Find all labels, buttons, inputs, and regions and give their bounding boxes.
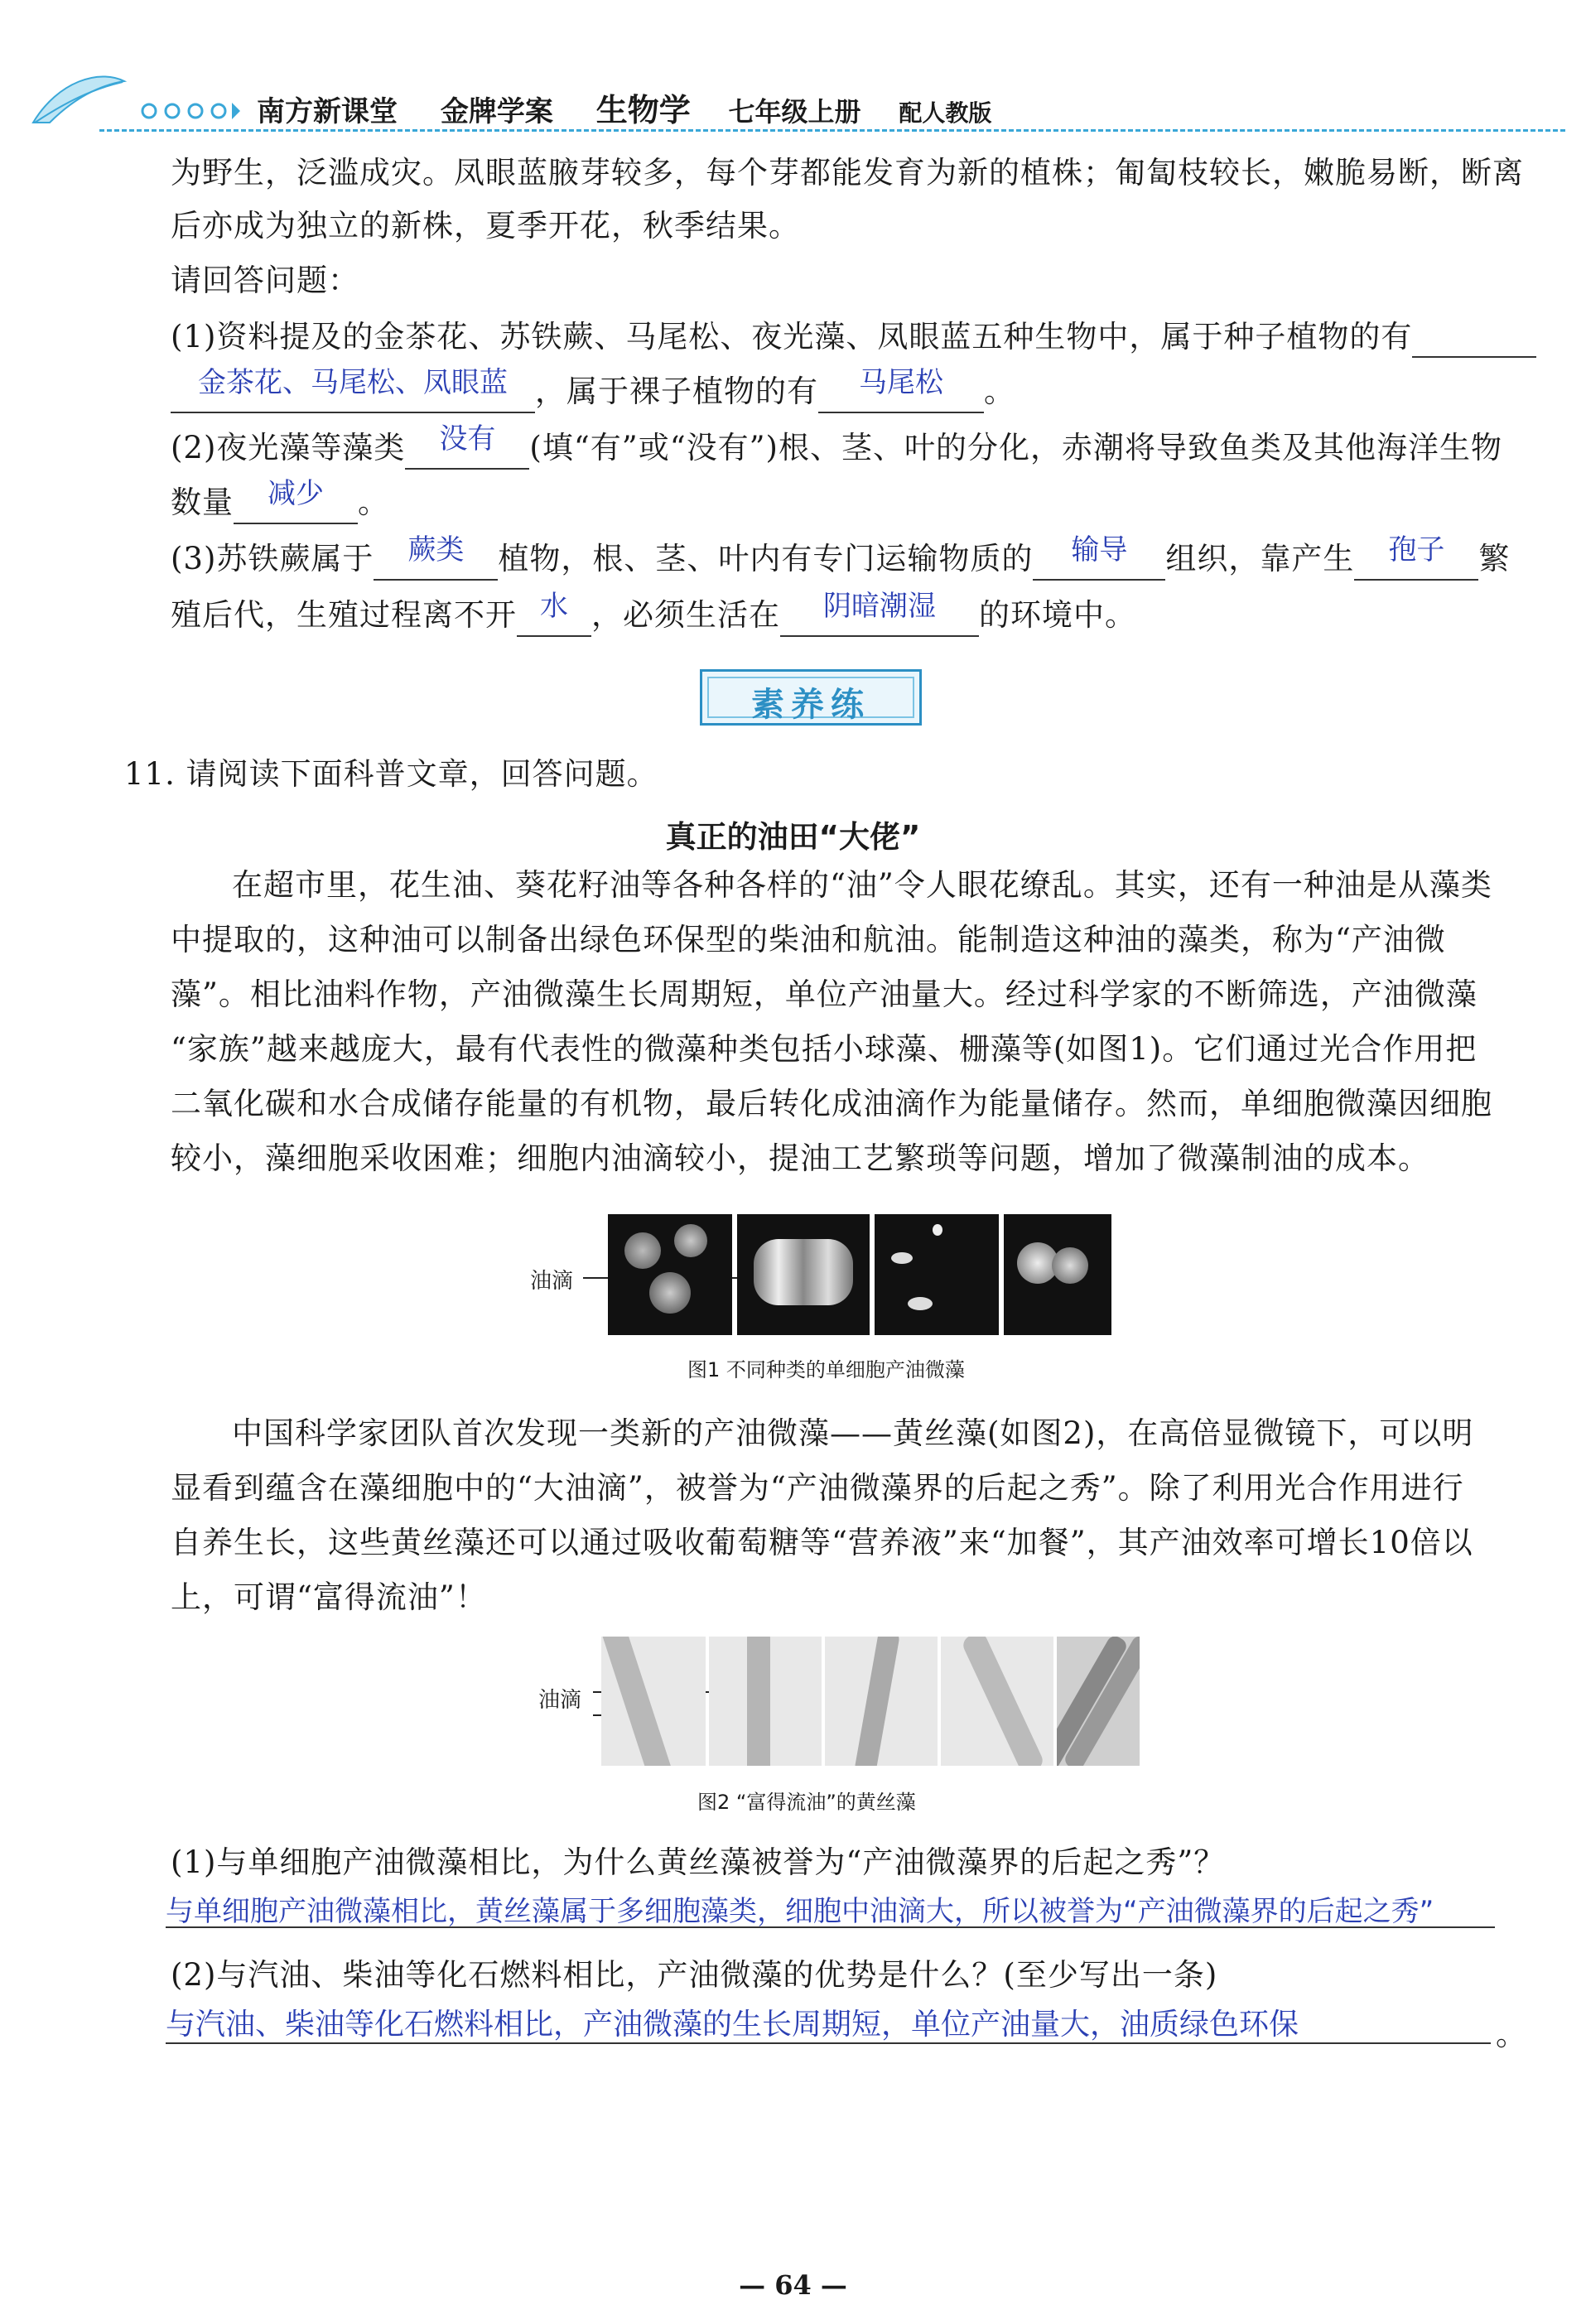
header-subject: 生物学: [595, 92, 691, 128]
question-1-cont: [171, 366, 1015, 413]
header-grade: 七年级上册: [728, 96, 861, 128]
paragraph-line: 显看到蕴含在藻细胞中的“大油滴”，被誉为“产油微藻界的后起之秀”。除了利用光合作用进行: [171, 1470, 1464, 1506]
answer-blank[interactable]: [374, 533, 498, 581]
micrograph-panel: [1057, 1637, 1140, 1766]
paragraph-line: “家族”越来越庞大，最有代表性的微藻种类包括小球藻、栅藻等(如图1)。它们通过光合作用把: [171, 1031, 1478, 1067]
figure-1: [530, 1214, 1135, 1388]
figure-2: [530, 1637, 1143, 1824]
question-text: ，必须生活在: [591, 597, 780, 633]
figure-caption: 图2 “富得流油”的黄丝藻: [697, 1791, 916, 1814]
header-rule: [99, 129, 1565, 132]
micrograph-panel: [737, 1214, 870, 1335]
paragraph-line: 藻”。相比油料作物，产油微藻生长周期短，单位产油量大。经过科学家的不断筛选，产油微藻: [171, 976, 1478, 1012]
answer-blank[interactable]: [171, 366, 535, 413]
answer-text: 金茶花、马尾松、凤眼蓝: [198, 366, 508, 399]
question-2: [171, 422, 1502, 470]
question-text: 组织，靠产生: [1165, 541, 1355, 576]
answer-text: 孢子: [1388, 533, 1445, 567]
question-text: (2)夜光藻等藻类: [171, 430, 406, 465]
paragraph-line: 中国科学家团队首次发现一类新的产油微藻——黄丝藻(如图2)，在高倍显微镜下，可以明: [232, 1415, 1474, 1451]
answer-blank[interactable]: [818, 366, 984, 413]
question-text: 数量: [171, 485, 234, 520]
answer-blank[interactable]: [517, 590, 591, 637]
article-title: 真正的油田“大佬”: [665, 819, 921, 855]
answer-line[interactable]: [166, 2001, 1491, 2044]
paragraph-line: 二氧化碳和水合成储存能量的有机物，最后转化成油滴作为能量储存。然而，单细胞微藻因细胞: [171, 1086, 1492, 1121]
answer-text: 与汽油、柴油等化石燃料相比，产油微藻的生长周期短，单位产油量大，油质绿色环保: [166, 2008, 1299, 2042]
micrograph-panel: [601, 1637, 706, 1766]
punctuation: 。: [1496, 2017, 1526, 2052]
paragraph-line: 较小，藻细胞采收困难；细胞内油滴较小，提油工艺繁琐等问题，增加了微藻制油的成本。: [171, 1140, 1429, 1176]
question-text: (3)苏铁蕨属于: [171, 541, 374, 576]
question-text: ，属于裸子植物的有: [535, 374, 818, 409]
micrograph-panel: [941, 1637, 1053, 1766]
answer-blank[interactable]: [1354, 533, 1478, 581]
answer-text: 输导: [1071, 533, 1128, 567]
answer-blank[interactable]: [780, 590, 979, 637]
answer-text: 没有: [439, 422, 496, 456]
question-3: [171, 533, 1511, 581]
header-series: 金牌学案: [440, 95, 553, 128]
micrograph-panel: [608, 1214, 732, 1335]
section-banner: [700, 669, 922, 726]
paragraph-line: 自养生长，这些黄丝藻还可以通过吸收葡萄糖等“营养液”来“加餐”，其产油效率可增长10倍以: [171, 1525, 1473, 1560]
sub-question-2: (2)与汽油、柴油等化石燃料相比，产油微藻的优势是什么？(至少写出一条): [171, 1957, 1218, 1993]
answer-blank[interactable]: [405, 422, 529, 470]
question-1: [171, 318, 1536, 358]
answer-text: 蕨类: [407, 533, 465, 567]
answer-line[interactable]: [166, 1888, 1495, 1928]
paragraph-line: 中提取的，这种油可以制备出绿色环保型的柴油和航油。能制造这种油的藻类，称为“产油微: [171, 922, 1446, 957]
feather-logo-icon: [25, 65, 240, 131]
micrograph-panel: [875, 1214, 999, 1335]
answer-blank[interactable]: [234, 477, 358, 524]
header-edition: 配人教版: [899, 99, 992, 127]
answer-text: 马尾松: [859, 366, 943, 399]
answer-text: 水: [540, 590, 568, 623]
question-11-intro: 11. 请阅读下面科普文章，回答问题。: [124, 756, 658, 792]
answer-blank[interactable]: [1033, 533, 1165, 581]
figure-caption: 图1 不同种类的单细胞产油微藻: [687, 1358, 965, 1381]
answer-text: 阴暗潮湿: [823, 590, 936, 623]
punctuation: 。: [358, 485, 389, 520]
sub-question-1: (1)与单细胞产油微藻相比，为什么黄丝藻被誉为“产油微藻界的后起之秀”？: [171, 1844, 1226, 1880]
question-2-cont: [171, 477, 389, 524]
question-text: 繁: [1478, 541, 1511, 576]
micrograph-panel: [709, 1637, 822, 1766]
answer-text: 与单细胞产油微藻相比，黄丝藻属于多细胞藻类，细胞中油滴大，所以被誉为“产油微藻界的后起之秀”: [166, 1895, 1434, 1928]
question-text: 殖后代，生殖过程离不开: [171, 597, 517, 633]
section-banner-title: 素养练: [751, 686, 870, 724]
question-text: 植物，根、茎、叶内有专门运输物质的: [498, 541, 1034, 576]
micrograph-panel: [1004, 1214, 1111, 1335]
question-prompt: 请回答问题：: [171, 263, 359, 298]
question-3-cont: [171, 590, 1136, 637]
answer-blank[interactable]: [1412, 318, 1536, 358]
question-text: 的环境中。: [979, 597, 1136, 633]
paragraph-line: 在超市里，花生油、葵花籽油等各种各样的“油”令人眼花缭乱。其实，还有一种油是从藻类: [232, 867, 1492, 903]
paragraph-line: 上，可谓“富得流油”！: [171, 1579, 487, 1615]
paragraph-line: 后亦成为独立的新株，夏季开花，秋季结果。: [171, 208, 800, 243]
micrograph-panel: [825, 1637, 938, 1766]
paragraph-line: 为野生，泛滥成灾。凤眼蓝腋芽较多，每个芽都能发育为新的植株；匍匐枝较长，嫩脆易断，断离: [171, 155, 1524, 190]
page-header: [25, 58, 1565, 133]
header-brand: 南方新课堂: [257, 95, 398, 128]
question-text: (填“有”或“没有”)根、茎、叶的分化，赤潮将导致鱼类及其他海洋生物: [529, 430, 1502, 465]
question-text: (1)资料提及的金茶花、苏铁蕨、马尾松、夜光藻、凤眼蓝五种生物中，属于种子植物的有: [171, 319, 1413, 354]
answer-text: 减少: [268, 477, 324, 510]
page-number: — 64 —: [739, 2269, 847, 2301]
figure-label: 油滴: [530, 1269, 574, 1294]
punctuation: 。: [984, 374, 1015, 409]
figure-label: 油滴: [538, 1688, 582, 1713]
